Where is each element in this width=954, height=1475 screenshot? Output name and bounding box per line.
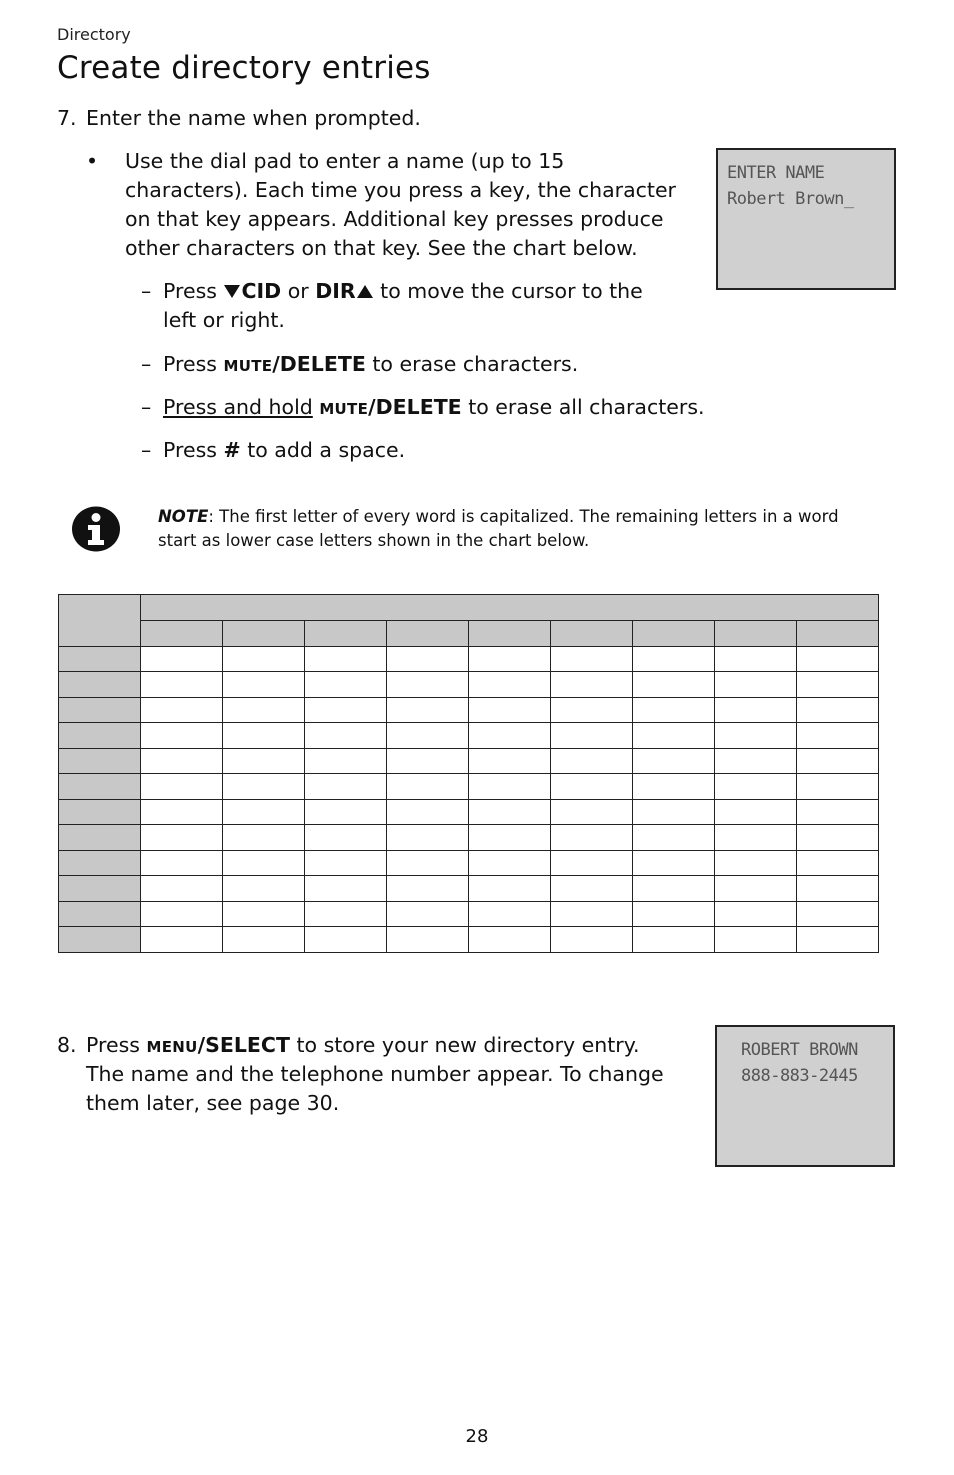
table-cell <box>797 825 879 851</box>
table-col-header <box>223 621 305 647</box>
bullet: • <box>86 149 99 173</box>
cid-key: CID <box>241 279 282 303</box>
up-triangle-icon <box>356 284 374 299</box>
table-cell <box>715 901 797 927</box>
table-row-header <box>59 646 141 672</box>
character-chart-table <box>58 594 879 953</box>
table-header-row <box>59 595 879 621</box>
step8-rest: to store your new directory entry. <box>289 1033 640 1057</box>
table-col-header <box>141 621 223 647</box>
table-cell <box>141 774 223 800</box>
table-cell <box>141 901 223 927</box>
table-row-header <box>59 774 141 800</box>
step8-press: Press <box>86 1033 147 1057</box>
table-cell <box>633 672 715 698</box>
table-cell <box>633 697 715 723</box>
table-cell <box>223 697 305 723</box>
bullet-line-3: on that key appears. Additional key presses produce <box>125 207 664 231</box>
table-cell <box>387 850 469 876</box>
table-row-header <box>59 723 141 749</box>
table-cell <box>551 850 633 876</box>
note-line-2: start as lower case letters shown in the chart below. <box>158 531 590 550</box>
step-7-number: 7. <box>57 106 77 130</box>
table-cell <box>469 876 551 902</box>
table-cell <box>223 799 305 825</box>
table-row-header <box>59 901 141 927</box>
table-row <box>59 723 879 749</box>
table-row-header <box>59 850 141 876</box>
lcd2-line2: 888-883-2445 <box>741 1066 858 1086</box>
table-group-header <box>141 595 879 621</box>
lcd2-line1: ROBERT BROWN <box>741 1040 858 1060</box>
table-cell <box>797 850 879 876</box>
table-cell <box>469 850 551 876</box>
sub4-text <box>163 436 405 465</box>
table-cell <box>633 876 715 902</box>
table-cell <box>797 876 879 902</box>
table-cell <box>387 825 469 851</box>
table-cell <box>387 748 469 774</box>
table-cell <box>633 799 715 825</box>
table-cell <box>387 927 469 953</box>
lcd1-line1: ENTER NAME <box>727 163 825 183</box>
table-cell <box>469 723 551 749</box>
press-and-hold: Press and hold <box>163 395 313 419</box>
bullet-text <box>125 147 715 263</box>
step-7-text: Enter the name when prompted. <box>86 106 421 130</box>
table-col-header <box>633 621 715 647</box>
table-cell <box>633 723 715 749</box>
table-cell <box>305 672 387 698</box>
table-cell <box>633 646 715 672</box>
table-cell <box>141 672 223 698</box>
step-8-number: 8. <box>57 1033 77 1057</box>
table-cell <box>141 799 223 825</box>
table-cell <box>387 697 469 723</box>
table-subheader-row <box>59 621 879 647</box>
table-cell <box>141 927 223 953</box>
table-cell <box>797 748 879 774</box>
table-col-header <box>715 621 797 647</box>
sub1-press: Press <box>163 279 224 303</box>
table-cell <box>469 825 551 851</box>
table-cell <box>551 876 633 902</box>
hash-key: # <box>223 438 241 462</box>
table-cell <box>469 646 551 672</box>
table-col-header <box>469 621 551 647</box>
table-cell <box>223 723 305 749</box>
table-cell <box>305 697 387 723</box>
table-cell <box>223 748 305 774</box>
table-cell <box>715 697 797 723</box>
table-cell <box>141 825 223 851</box>
table-cell <box>715 850 797 876</box>
table-cell <box>387 799 469 825</box>
table-row <box>59 748 879 774</box>
table-col-header <box>305 621 387 647</box>
menu-key: MENU <box>146 1038 198 1056</box>
table-cell <box>797 901 879 927</box>
table-cell <box>469 799 551 825</box>
table-cell <box>223 825 305 851</box>
table-cell <box>715 774 797 800</box>
table-cell <box>551 646 633 672</box>
mute-key: MUTE <box>223 357 273 375</box>
table-cell <box>551 697 633 723</box>
page-number: 28 <box>465 1426 489 1447</box>
table-cell <box>715 799 797 825</box>
bullet-line-2: characters). Each time you press a key, the character <box>125 178 676 202</box>
sub4-press: Press <box>163 438 224 462</box>
table-cell <box>633 850 715 876</box>
table-cell <box>305 850 387 876</box>
sub2-text <box>163 350 578 381</box>
note-text <box>158 505 898 553</box>
table-cell <box>551 927 633 953</box>
table-cell <box>305 825 387 851</box>
sub4-rest: to add a space. <box>240 438 406 462</box>
sub1-text <box>163 277 643 306</box>
delete-key-2: /DELETE <box>368 395 462 419</box>
table-row-header <box>59 876 141 902</box>
bullet-line-4: other characters on that key. See the chart below. <box>125 236 638 260</box>
table-cell <box>223 646 305 672</box>
sub1-or: or <box>281 279 316 303</box>
sub4-dash: – <box>141 438 152 462</box>
table-cell <box>469 927 551 953</box>
mute-key-2: MUTE <box>319 400 369 418</box>
table-cell <box>633 748 715 774</box>
table-cell <box>387 646 469 672</box>
table-corner-cell <box>59 595 141 647</box>
table-cell <box>551 723 633 749</box>
sub3-dash: – <box>141 395 152 419</box>
table-col-header <box>551 621 633 647</box>
table-col-header <box>797 621 879 647</box>
table-cell <box>223 901 305 927</box>
table-col-header <box>387 621 469 647</box>
sub1-line2: left or right. <box>163 308 285 332</box>
table-cell <box>633 774 715 800</box>
dir-key: DIR <box>315 279 356 303</box>
table-row <box>59 774 879 800</box>
table-cell <box>141 697 223 723</box>
table-cell <box>141 876 223 902</box>
table-cell <box>715 825 797 851</box>
table-cell <box>551 901 633 927</box>
section-label: Directory <box>57 25 131 44</box>
table-cell <box>469 901 551 927</box>
table-row <box>59 799 879 825</box>
table-cell <box>223 876 305 902</box>
table-cell <box>797 723 879 749</box>
lcd-screen-enter-name <box>716 148 896 290</box>
sub3-text <box>163 393 705 424</box>
table-cell <box>305 901 387 927</box>
table-row-header <box>59 748 141 774</box>
sub2-rest: to erase characters. <box>365 352 579 376</box>
delete-key: /DELETE <box>272 352 366 376</box>
lcd1-line2: Robert Brown_ <box>727 189 854 209</box>
table-cell <box>387 901 469 927</box>
table-cell <box>715 748 797 774</box>
table-cell <box>797 799 879 825</box>
bullet-line-1: Use the dial pad to enter a name (up to 15 <box>125 149 565 173</box>
table-cell <box>633 927 715 953</box>
sub3-rest: to erase all characters. <box>461 395 705 419</box>
table-row-header <box>59 672 141 698</box>
note-line-1: : The first letter of every word is capitalized. The remaining letters in a word <box>208 507 839 526</box>
table-row <box>59 927 879 953</box>
info-icon <box>70 505 122 557</box>
table-cell <box>469 672 551 698</box>
table-cell <box>305 723 387 749</box>
table-cell <box>551 774 633 800</box>
table-cell <box>469 774 551 800</box>
table-row <box>59 672 879 698</box>
table-cell <box>141 850 223 876</box>
select-key: /SELECT <box>197 1033 290 1057</box>
table-cell <box>551 825 633 851</box>
table-cell <box>223 774 305 800</box>
table-cell <box>715 876 797 902</box>
table-cell <box>633 825 715 851</box>
table-cell <box>715 723 797 749</box>
table-row <box>59 876 879 902</box>
step-8-line3: them later, see page 30. <box>86 1091 340 1115</box>
table-cell <box>305 876 387 902</box>
table-cell <box>141 748 223 774</box>
step-8-text <box>86 1031 639 1062</box>
note-label: NOTE <box>158 507 209 526</box>
table-cell <box>797 927 879 953</box>
sub1-dash: – <box>141 279 152 303</box>
table-cell <box>633 901 715 927</box>
table-row <box>59 825 879 851</box>
table-cell <box>387 723 469 749</box>
table-cell <box>305 774 387 800</box>
table-cell <box>797 774 879 800</box>
table-row-header <box>59 927 141 953</box>
table-row <box>59 697 879 723</box>
table-cell <box>387 774 469 800</box>
down-triangle-icon <box>223 284 241 299</box>
table-cell <box>223 927 305 953</box>
table-cell <box>715 646 797 672</box>
table-cell <box>551 748 633 774</box>
table-cell <box>551 672 633 698</box>
table-body <box>59 646 879 952</box>
table-cell <box>469 748 551 774</box>
table-cell <box>141 723 223 749</box>
page-title: Create directory entries <box>57 50 431 86</box>
table-row-header <box>59 825 141 851</box>
table-cell <box>797 646 879 672</box>
table-cell <box>387 876 469 902</box>
table-cell <box>715 672 797 698</box>
table-cell <box>305 748 387 774</box>
table-cell <box>305 927 387 953</box>
table-row-header <box>59 697 141 723</box>
table-cell <box>223 672 305 698</box>
sub1-rest: to move the cursor to the <box>373 279 643 303</box>
table-row <box>59 646 879 672</box>
table-row <box>59 901 879 927</box>
lcd-screen-entry <box>715 1025 895 1167</box>
table-cell <box>305 799 387 825</box>
sub2-dash: – <box>141 352 152 376</box>
table-row <box>59 850 879 876</box>
table-cell <box>551 799 633 825</box>
table-cell <box>223 850 305 876</box>
table-cell <box>715 927 797 953</box>
sub2-press: Press <box>163 352 224 376</box>
table-cell <box>141 646 223 672</box>
step-8-line2: The name and the telephone number appear. To change <box>86 1062 664 1086</box>
table-cell <box>305 646 387 672</box>
table-cell <box>797 697 879 723</box>
table-cell <box>387 672 469 698</box>
table-cell <box>797 672 879 698</box>
table-row-header <box>59 799 141 825</box>
table-cell <box>469 697 551 723</box>
